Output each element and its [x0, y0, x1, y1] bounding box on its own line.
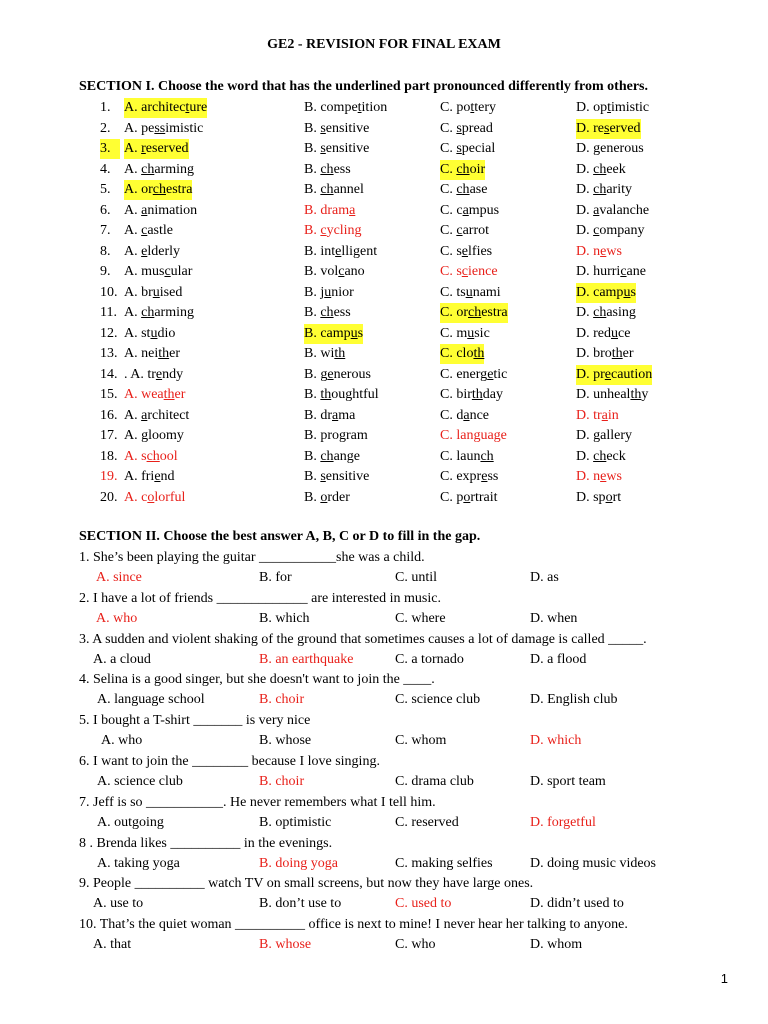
- answer-option: D. brother: [576, 346, 634, 361]
- answer-option: B. sensitive: [304, 469, 370, 484]
- answer-option: A. muscular: [124, 264, 193, 279]
- question-number: 9.: [100, 264, 111, 279]
- answer-option: B. optimistic: [259, 814, 332, 830]
- section-1-row: [0, 406, 768, 426]
- underlined-part: e: [461, 243, 469, 259]
- underlined-part: g: [593, 428, 601, 443]
- answer-option: A. charming: [124, 305, 194, 320]
- answer-option: D. reduce: [576, 325, 631, 341]
- answer-option: B. choir: [259, 692, 305, 708]
- answer-option: C. language: [440, 428, 507, 443]
- question-number: 8.: [100, 243, 111, 259]
- underlined-part: u: [152, 284, 160, 300]
- underlined-part: c: [461, 264, 469, 279]
- section-1-row: [0, 242, 768, 262]
- answer-row: [0, 935, 768, 955]
- question-number: 17.: [100, 428, 118, 443]
- answer-option: D. sport team: [530, 774, 606, 789]
- answer-option: D. precaution: [576, 365, 652, 385]
- question-text: 5. I bought a T-shirt _______ is very nice: [79, 713, 311, 729]
- underlined-part: u: [611, 325, 618, 341]
- answer-option: A. who: [101, 733, 143, 749]
- answer-option: D. a flood: [530, 651, 587, 667]
- question-text: 8 . Brenda likes __________ in the evenings.: [79, 835, 333, 851]
- answer-row: [0, 568, 768, 588]
- answer-option: D. when: [530, 610, 578, 626]
- answer-option: D. optimistic: [576, 100, 650, 115]
- underlined-part: ch: [468, 305, 482, 320]
- answer-option: A. that: [93, 937, 132, 953]
- underlined-part: r: [141, 141, 146, 156]
- section-1-row: [0, 488, 768, 508]
- underlined-part: e: [481, 469, 488, 484]
- underlined-part: t: [357, 100, 362, 115]
- answer-option: D. unhealthy: [576, 387, 649, 402]
- answer-option: A. school: [124, 448, 178, 464]
- answer-option: A. architecture: [124, 98, 207, 118]
- question-number: 3.: [100, 139, 120, 159]
- underlined-part: u: [465, 284, 473, 300]
- underlined-part: th: [320, 387, 332, 402]
- section-1-row: [0, 221, 768, 241]
- answer-option: C. used to: [395, 896, 452, 912]
- answer-option: A. outgoing: [97, 814, 164, 830]
- section-1-row: [0, 344, 768, 364]
- answer-row: [0, 854, 768, 874]
- underlined-part: u: [324, 284, 332, 300]
- answer-option: A. taking yoga: [97, 855, 180, 871]
- answer-option: A. a cloud: [93, 651, 151, 667]
- answer-option: B. chess: [304, 161, 351, 177]
- underlined-part: e: [155, 366, 163, 382]
- answer-option: A. pessimistic: [124, 120, 204, 136]
- underlined-part: s: [320, 469, 326, 484]
- underlined-part: th: [473, 346, 485, 361]
- underlined-part: g: [593, 141, 601, 156]
- underlined-part: a: [141, 407, 148, 423]
- answer-option: B. cycling: [304, 223, 362, 238]
- answer-option: D. hurricane: [576, 264, 646, 279]
- answer-option: A. gloomy: [124, 428, 184, 443]
- answer-option: B. volcano: [304, 264, 365, 279]
- answer-option: C. drama club: [395, 774, 474, 789]
- underlined-part: e: [604, 366, 611, 382]
- answer-option: D. chasing: [576, 305, 636, 320]
- underlined-part: c: [164, 264, 171, 279]
- answer-option: B. junior: [304, 284, 354, 300]
- answer-option: A. charming: [124, 161, 194, 177]
- answer-option: B. sensitive: [304, 141, 370, 156]
- page-title: GE2 - REVISION FOR FINAL EXAM: [267, 37, 501, 52]
- underlined-part: t: [607, 100, 612, 115]
- underlined-part: c: [338, 264, 345, 279]
- answer-option: C. campus: [440, 202, 500, 218]
- answer-row: [0, 894, 768, 914]
- question-number: 10.: [100, 284, 118, 300]
- underlined-part: th: [630, 387, 642, 402]
- question-number: 11.: [100, 305, 117, 320]
- underlined-part: ch: [320, 448, 334, 464]
- underlined-part: ch: [593, 448, 607, 464]
- underlined-part: c: [593, 223, 600, 238]
- answer-option: B. with: [304, 346, 346, 361]
- answer-option: D. news: [576, 469, 622, 484]
- answer-option: C. making selfies: [395, 855, 493, 871]
- underlined-part: u: [467, 325, 475, 341]
- underlined-part: ch: [146, 448, 160, 464]
- answer-option: C. science club: [395, 692, 481, 708]
- answer-option: B. intelligent: [304, 243, 378, 259]
- section-1-row: [0, 324, 768, 344]
- underlined-part: a: [601, 407, 608, 423]
- answer-option: B. which: [259, 610, 310, 626]
- underlined-part: s: [456, 120, 462, 136]
- underlined-part: a: [141, 202, 148, 218]
- answer-option: D. generous: [576, 141, 644, 156]
- answer-option: C. until: [395, 570, 438, 585]
- section-1-row: [0, 98, 768, 118]
- underlined-part: e: [600, 469, 607, 484]
- answer-option: D. company: [576, 223, 645, 238]
- question-text: 7. Jeff is so ___________. He never remembers what I tell him.: [79, 794, 436, 810]
- underlined-part: o: [320, 489, 328, 505]
- underlined-part: th: [158, 346, 170, 361]
- underlined-part: c: [320, 223, 327, 238]
- answer-option: D. check: [576, 448, 626, 464]
- underlined-part: th: [163, 387, 175, 402]
- answer-option: D. doing music videos: [530, 855, 656, 871]
- question-text: 4. Selina is a good singer, but she doesn't want to join the ____.: [79, 672, 435, 688]
- underlined-part: th: [611, 346, 623, 361]
- answer-option: B. don’t use to: [259, 896, 342, 912]
- question-number: 16.: [100, 407, 118, 423]
- underlined-part: ch: [593, 161, 607, 177]
- answer-option: C. tsunami: [440, 284, 501, 300]
- question-text: 10. That’s the quiet woman __________ office is next to mine! I never hear her talking to anyone.: [79, 917, 628, 933]
- answer-option: C. where: [395, 610, 446, 626]
- answer-option: D. didn’t used to: [530, 896, 624, 912]
- underlined-part: th: [334, 346, 346, 361]
- answer-row: [0, 813, 768, 833]
- answer-option: B. campus: [304, 324, 363, 344]
- answer-option: A. language school: [97, 692, 205, 708]
- underlined-part: a: [462, 202, 469, 218]
- underlined-part: e: [335, 243, 342, 259]
- underlined-part: s: [604, 120, 610, 136]
- answer-option: C. chase: [440, 182, 488, 197]
- answer-option: B. doing yoga: [259, 855, 338, 871]
- answer-option: A. science club: [97, 774, 183, 789]
- underlined-part: u: [150, 325, 158, 341]
- answer-option: C. special: [440, 141, 496, 156]
- section-1-row: [0, 467, 768, 487]
- underlined-part: g: [473, 428, 481, 443]
- answer-option: B. for: [259, 570, 292, 585]
- question-number: 15.: [100, 387, 118, 402]
- question-number: 20.: [100, 489, 118, 505]
- answer-option: B. whose: [259, 733, 312, 749]
- answer-option: C. music: [440, 325, 490, 341]
- question-number: 12.: [100, 325, 118, 341]
- underlined-part: e: [327, 366, 334, 382]
- answer-option: C. launch: [440, 448, 494, 464]
- underlined-part: e: [141, 243, 148, 259]
- answer-option: B. drama: [304, 202, 356, 218]
- question-number: 7.: [100, 223, 111, 238]
- underlined-part: a: [463, 407, 470, 423]
- underlined-part: ch: [456, 161, 470, 177]
- question-number: 2.: [100, 120, 111, 136]
- answer-option: D. avalanche: [576, 202, 650, 218]
- section-1-row: [0, 303, 768, 323]
- section-1-row: [0, 447, 768, 467]
- underlined-part: t: [470, 100, 475, 115]
- section-1-row: [0, 180, 768, 200]
- answer-option: A. since: [96, 570, 142, 585]
- answer-option: D. cheek: [576, 161, 626, 177]
- underlined-part: ch: [141, 161, 155, 177]
- answer-option: C. a tornado: [395, 651, 464, 667]
- answer-option: B. drama: [304, 407, 356, 423]
- answer-option: D. English club: [530, 692, 618, 708]
- answer-option: C. whom: [395, 733, 447, 749]
- section-1-row: [0, 160, 768, 180]
- answer-option: A. reserved: [124, 139, 189, 159]
- section-1-row: [0, 385, 768, 405]
- underlined-part: g: [339, 428, 346, 443]
- answer-option: C. cloth: [440, 344, 484, 364]
- question-text: 6. I want to join the ________ because I love singing.: [79, 754, 380, 769]
- question-number: 14.: [100, 366, 118, 382]
- answer-option: A. colorful: [124, 489, 186, 505]
- answer-option: D. as: [530, 570, 559, 585]
- question-number: 18.: [100, 448, 118, 464]
- section-1-row: [0, 426, 768, 446]
- question-text: 2. I have a lot of friends _____________ are interested in music.: [79, 590, 441, 606]
- section-1-row: [0, 283, 768, 303]
- answer-option: D. campus: [576, 283, 636, 303]
- underlined-part: ch: [593, 305, 607, 320]
- underlined-part: s: [320, 141, 326, 156]
- answer-option: C. energetic: [440, 366, 508, 382]
- question-text: 3. A sudden and violent shaking of the ground that sometimes causes a lot of damage is called _____.: [79, 631, 647, 647]
- underlined-part: c: [456, 223, 463, 238]
- answer-option: A. animation: [124, 202, 198, 218]
- answer-option: C. dance: [440, 407, 489, 423]
- underlined-part: c: [620, 264, 627, 279]
- section-1-row: [0, 201, 768, 221]
- answer-option: B. order: [304, 489, 350, 505]
- answer-option: C. reserved: [395, 814, 459, 830]
- question-number: 13.: [100, 346, 118, 361]
- underlined-part: ch: [320, 305, 334, 320]
- answer-option: B. sensitive: [304, 120, 370, 136]
- underlined-part: e: [487, 366, 494, 382]
- underlined-part: t: [185, 100, 190, 115]
- answer-option: A. elderly: [124, 243, 180, 259]
- answer-option: B. channel: [304, 182, 364, 197]
- answer-option: C. orchestra: [440, 303, 508, 323]
- answer-option: D. gallery: [576, 428, 632, 443]
- underlined-part: o: [605, 489, 613, 505]
- answer-option: B. choir: [259, 774, 305, 789]
- answer-option: A. castle: [124, 223, 173, 238]
- answer-option: C. selfies: [440, 243, 493, 259]
- answer-option: D. forgetful: [530, 814, 596, 830]
- underlined-part: ch: [320, 182, 334, 197]
- answer-option: B. thoughtful: [304, 387, 379, 402]
- answer-option: A. bruised: [124, 284, 183, 300]
- answer-option: A. friend: [124, 469, 175, 484]
- underlined-part: ch: [593, 182, 607, 197]
- underlined-part: ch: [320, 161, 334, 177]
- answer-option: D. which: [530, 733, 582, 749]
- answer-option: B. generous: [304, 366, 371, 382]
- section-1-row: [0, 119, 768, 139]
- underlined-part: o: [147, 489, 155, 505]
- answer-option: C. pottery: [440, 100, 496, 115]
- underlined-part: o: [463, 489, 471, 505]
- underlined-part: a: [349, 202, 356, 218]
- underlined-part: c: [141, 223, 148, 238]
- answer-option: B. chess: [304, 305, 351, 320]
- answer-option: C. portrait: [440, 489, 498, 505]
- answer-option: D. news: [576, 243, 622, 259]
- section-1-row: [0, 262, 768, 282]
- underlined-part: ch: [480, 448, 494, 464]
- answer-option: A. neither: [124, 346, 180, 361]
- section-1-heading: SECTION I. Choose the word that has the underlined part pronounced differently from others.: [79, 79, 648, 94]
- answer-option: D. charity: [576, 182, 632, 197]
- answer-row: [0, 690, 768, 710]
- answer-option: C. who: [395, 937, 436, 953]
- answer-option: C. carrot: [440, 223, 489, 238]
- answer-option: A. orchestra: [124, 180, 192, 200]
- answer-row: [0, 731, 768, 751]
- page-number: 1: [720, 971, 728, 986]
- question-text: 9. People __________ watch TV on small screens, but now they have large ones.: [79, 876, 534, 892]
- underlined-part: u: [623, 284, 631, 300]
- answer-option: C. birthday: [440, 387, 503, 402]
- underlined-part: ss: [154, 120, 166, 136]
- question-text: 1. She’s been playing the guitar ___________she was a child.: [79, 550, 425, 565]
- section-1-row: [0, 139, 768, 159]
- answer-option: D. sport: [576, 489, 622, 505]
- answer-option: D. whom: [530, 937, 583, 953]
- answer-row: [0, 609, 768, 629]
- underlined-part: a: [593, 202, 600, 218]
- answer-option: A. weather: [124, 387, 186, 402]
- answer-option: B. competition: [304, 100, 388, 115]
- answer-option: B. change: [304, 448, 360, 464]
- answer-row: [0, 650, 768, 670]
- question-number: 1.: [100, 100, 111, 115]
- answer-option: . A. trendy: [124, 366, 184, 382]
- answer-row: [0, 772, 768, 792]
- question-number: 6.: [100, 202, 111, 218]
- underlined-part: ch: [141, 305, 155, 320]
- underlined-part: u: [350, 325, 358, 341]
- underlined-part: ch: [456, 182, 470, 197]
- answer-option: C. science: [440, 264, 498, 279]
- answer-option: B. an earthquake: [259, 651, 354, 667]
- underlined-part: th: [471, 387, 483, 402]
- underlined-part: ch: [152, 182, 166, 197]
- underlined-part: s: [320, 120, 326, 136]
- underlined-part: e: [154, 469, 161, 484]
- answer-option: D. reserved: [576, 119, 641, 139]
- answer-option: A. use to: [93, 896, 144, 912]
- answer-option: A. studio: [124, 325, 176, 341]
- answer-option: A. architect: [124, 407, 190, 423]
- answer-option: C. spread: [440, 120, 493, 136]
- section-2-heading: SECTION II. Choose the best answer A, B, C or D to fill in the gap.: [79, 529, 481, 544]
- answer-option: A. who: [96, 610, 138, 626]
- answer-option: C. express: [440, 469, 499, 484]
- question-number: 4.: [100, 161, 111, 177]
- answer-option: C. choir: [440, 160, 485, 180]
- question-number: 5.: [100, 182, 111, 197]
- section-1-row: [0, 365, 768, 385]
- underlined-part: a: [332, 407, 339, 423]
- question-number: 19.: [100, 469, 118, 484]
- answer-option: B. whose: [259, 937, 312, 953]
- underlined-part: s: [456, 141, 462, 156]
- underlined-part: e: [600, 243, 607, 259]
- answer-option: D. train: [576, 407, 619, 423]
- answer-option: B. program: [304, 428, 368, 443]
- underlined-part: g: [141, 428, 149, 443]
